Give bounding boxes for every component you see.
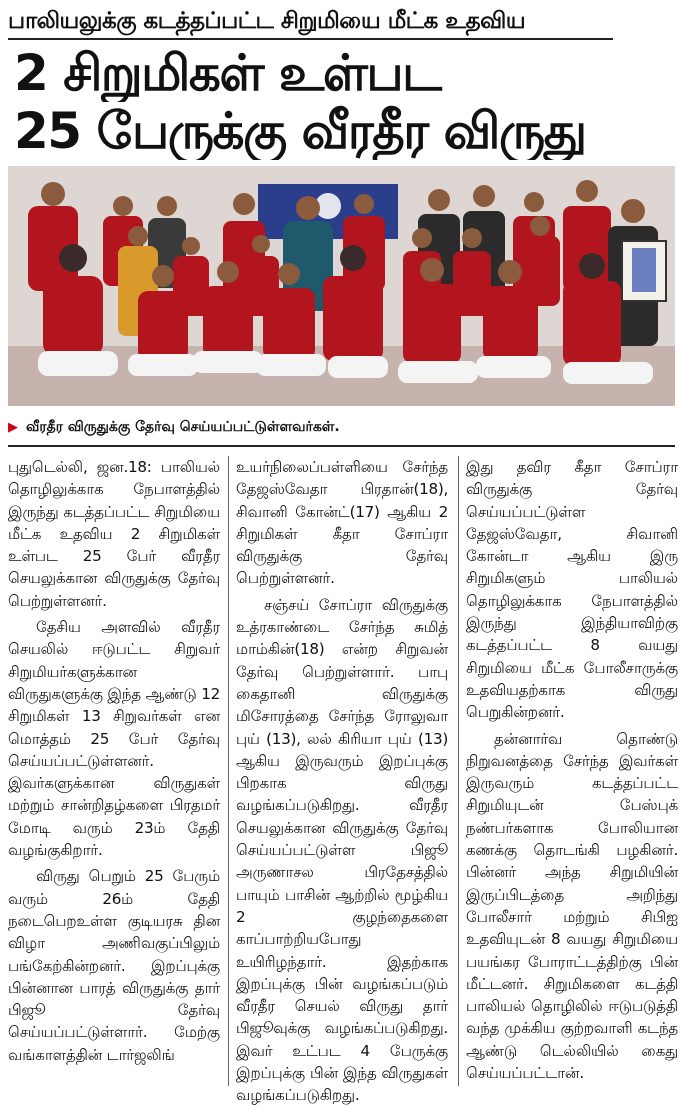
triangle-bullet-icon: ▶ [8,420,18,435]
column-divider [458,456,459,1086]
column-divider [228,456,229,1086]
headline-line-2: 25 பேருக்கு வீரதீர விருது [14,102,586,160]
divider [8,38,613,40]
divider [8,445,675,447]
article-column-1 [8,456,220,1066]
article-column-2 [236,456,448,1107]
paragraph: உயர்நிலைப்பள்ளியை சேர்ந்த தேஜஸ்வேதா பிரதான்(18), சிவானி கோன்ட்(17) ஆகிய 2 சிறுமிகள் கீதா சோப்ரா விருதுக்கு தேர்வு பெற்றுள்ளனர். [236,458,448,588]
paragraph: சஞ்சய் சோப்ரா விருதுக்கு உத்ரகாண்டை சேர்ந்த சுமித் மாம்கின்(18) என்ற சிறுவன் தேர்வு பெற்றுள்ளார். பாபு கைதானி விருதுக்கு மிசோரத்தை சேர்ந்த ரோலுவா புய் (13), லல் கிரியா புய் (13) ஆகிய இருவரும் இறப்புக்கு பிறகாக விருது வழங்கப்படுகிறது. வீரதீர செயலுக்கான விருதுக்கு தேர்வு செய்யப்பட்டுள்ள பிஜூ அருணாசல பிரதேசத்தில் பாயும் பாசின் ஆற்றில் மூழ்கிய 2 குழந்தைகளை காப்பாற்றியபோது உயிரிழந்தார். இதற்காக இறப்புக்கு பின் வழங்கப்படும் வீரதீர செயல் விருது தார் பிஜூவுக்கு வழங்கப்படுகிறது. இவர் உட்பட 4 பேருக்கு இறப்புக்கு பின் இந்த விருதுகள் வழங்கப்படுகிறது. [236,595,448,1105]
paragraph: இது தவிர கீதா சோப்ரா விருதுக்கு தேர்வு செய்யப்பட்டுள்ள தேஜஸ்வேதா, சிவானி கோன்டா ஆகிய இரு சிறுமிகளும் பாலியல் தொழிலுக்காக நேபாளத்தில் இருந்து இந்தியாவிற்கு கடத்தப்பட்ட 8 வயது சிறுமியை மீட்க போலீசாருக்கு உதவியதற்காக விருது பெறுகின்றனர். [466,458,678,722]
paragraph: புதுடெல்லி, ஜன.18: பாலியல் தொழிலுக்காக நேபாளத்தில் இருந்து கடத்தப்பட்ட சிறுமியை மீட்க உதவிய 2 சிறுமிகள் உள்பட 25 பேர் வீரதீர செயலுக்கான விருதுக்கு தேர்வு பெற்றுள்ளனர். [8,458,220,610]
paragraph: விருது பெறும் 25 பேரும் வரும் 26ம் தேதி நடைபெறஉள்ள குடியரசு தின விழா அணிவகுப்பிலும் பங்கேற்கின்றனர். இறப்புக்கு பின்னான பாரத் விருதுக்கு தார் பிஜூ தேர்வு செய்யப்பட்டுள்ளார். மேற்கு வங்காளத்தின் டார்ஜலிங் [8,867,220,1064]
caption-text: வீரதீர விருதுக்கு தேர்வு செய்யப்பட்டுள்ளவர்கள். [26,419,340,435]
group-photo [8,166,675,406]
headline-line-1: 2 சிறுமிகள் உள்பட [14,44,441,102]
article-column-3 [466,456,678,1084]
kicker-headline: பாலியலுக்கு கடத்தப்பட்ட சிறுமியை மீட்க உதவிய [8,8,526,34]
main-headline [14,44,674,160]
paragraph: தேசிய அளவில் வீரதீர செயலில் ஈடுபட்ட சிறுவர் சிறுமியர்களுக்கான விருதுகளுக்கு இந்த ஆண்டு 12 சிறுமிகள் 13 சிறுவர்கள் என மொத்தம் 25 பேர் தேர்வு செய்யப்பட்டுள்ளனர். இவர்களுக்கான விருதுகள் மற்றும் சான்றிதழ்களை பிரதமர் மோடி வரும் 23ம் தேதி வழங்குகிறார். [8,618,220,860]
photo-caption [8,416,675,438]
paragraph: தன்னார்வ தொண்டு நிறுவனத்தை சேர்ந்த இவர்கள் இருவரும் கடத்தப்பட்ட சிறுமியுடன் பேஸ்புக் நண்பர்களாக போலியான கணக்கு தொடங்கி பழகினர். பின்னர் அந்த சிறுமியின் இருப்பிடத்தை அறிந்து போலீசார் மற்றும் சிபிஐ உதவியுடன் 8 வயது சிறுமியை பயங்கர போராட்டத்திற்கு பின் மீட்டனர். சிறுமிகளை கடத்தி பாலியல் தொழிலில் ஈடுபடுத்தி வந்த முக்கிய குற்றவாளி கடந்த ஆண்டு டெல்லியில் கைது செய்யப்பட்டான். [466,729,678,1083]
